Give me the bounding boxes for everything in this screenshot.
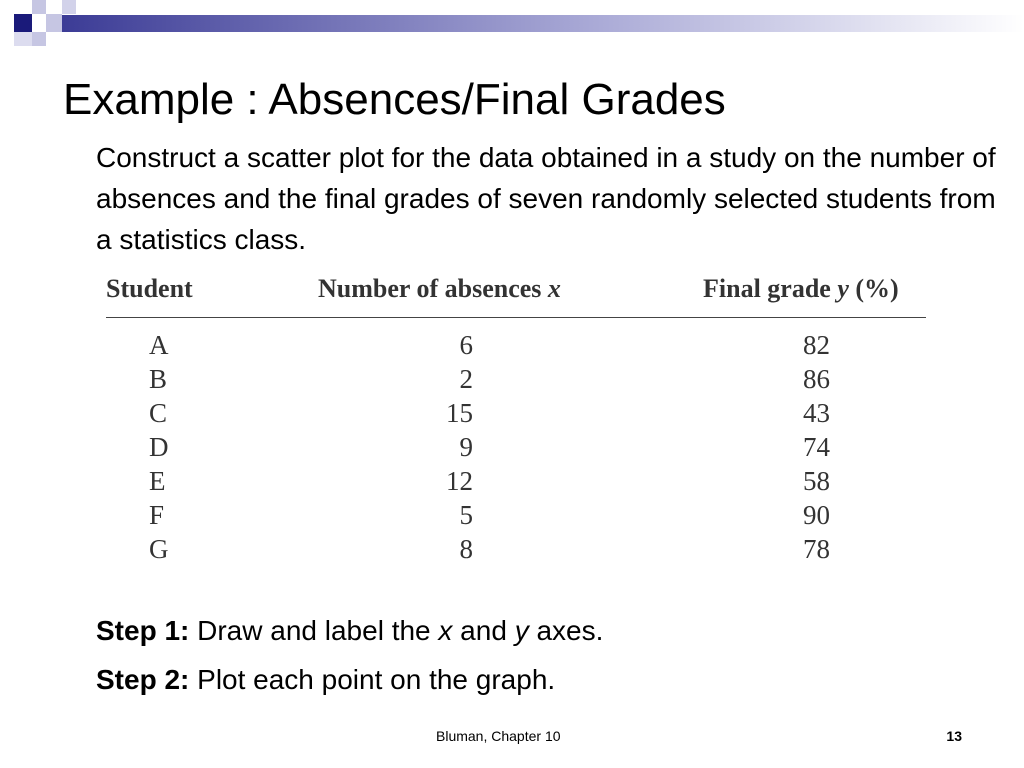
student-cell: G <box>149 534 169 564</box>
slide-title: Example : Absences/Final Grades <box>63 75 726 124</box>
grade-cell: 86 <box>803 364 830 394</box>
banner-square <box>46 14 62 32</box>
step-2 <box>96 662 555 698</box>
step-1-text: axes. <box>528 615 604 646</box>
banner-gradient-bar <box>62 15 1024 32</box>
student-cell: F <box>149 500 165 530</box>
grade-cell: 82 <box>803 330 830 360</box>
absences-cell: 6 <box>459 330 473 360</box>
banner-square <box>62 0 76 14</box>
header-student: Student <box>106 274 193 303</box>
page-number: 13 <box>946 728 962 744</box>
absences-cell: 12 <box>446 466 473 496</box>
header-absences <box>318 274 561 304</box>
step-1-text: and <box>452 615 515 646</box>
header-rule <box>106 317 926 318</box>
student-cell: C <box>149 398 168 428</box>
step-2-text: Plot each point on the graph. <box>189 664 556 695</box>
table-body <box>106 328 926 566</box>
grade-cell: 74 <box>803 432 830 462</box>
grade-cell: 90 <box>803 500 830 530</box>
step-2-label: Step 2: <box>96 664 190 695</box>
absences-cell: 5 <box>459 500 473 530</box>
absences-cell: 8 <box>459 534 473 564</box>
banner-square <box>14 14 32 32</box>
step-1-label: Step 1: <box>96 615 190 646</box>
student-cell: E <box>149 466 166 496</box>
title-banner-decoration <box>0 0 1024 62</box>
header-absences-label: Number of absences <box>318 274 548 303</box>
header-grade-unit: (%) <box>848 274 899 303</box>
banner-square <box>32 32 46 46</box>
header-absences-variable: x <box>547 274 561 303</box>
header-grade-variable: y <box>837 274 849 303</box>
student-cell: B <box>149 364 168 394</box>
intro-paragraph: Construct a scatter plot for the data obtained in a study on the number of absences and the final grades of seven randomly selected students from a statistics class. <box>96 142 996 255</box>
table-row <box>106 328 926 362</box>
header-grade-label: Final grade <box>703 274 838 303</box>
table-row <box>106 430 926 464</box>
step-1-text: Draw and label the <box>189 615 439 646</box>
table-row <box>106 464 926 498</box>
absences-cell: 2 <box>459 364 473 394</box>
table-row <box>106 498 926 532</box>
table-row <box>106 532 926 566</box>
absences-cell: 15 <box>446 398 473 428</box>
footer-text: Bluman, Chapter 10 <box>436 728 561 744</box>
banner-square <box>32 0 46 14</box>
student-cell: D <box>149 432 169 462</box>
step-1-x-variable: x <box>438 615 453 646</box>
grade-cell: 43 <box>803 398 830 428</box>
student-cell: A <box>149 330 169 360</box>
step-1-y-variable: y <box>514 615 529 646</box>
table-row <box>106 362 926 396</box>
banner-square <box>14 32 32 46</box>
grade-cell: 78 <box>803 534 830 564</box>
grade-cell: 58 <box>803 466 830 496</box>
step-1 <box>96 613 603 649</box>
absences-cell: 9 <box>459 432 473 462</box>
header-grade <box>703 274 899 304</box>
table-row <box>106 396 926 430</box>
